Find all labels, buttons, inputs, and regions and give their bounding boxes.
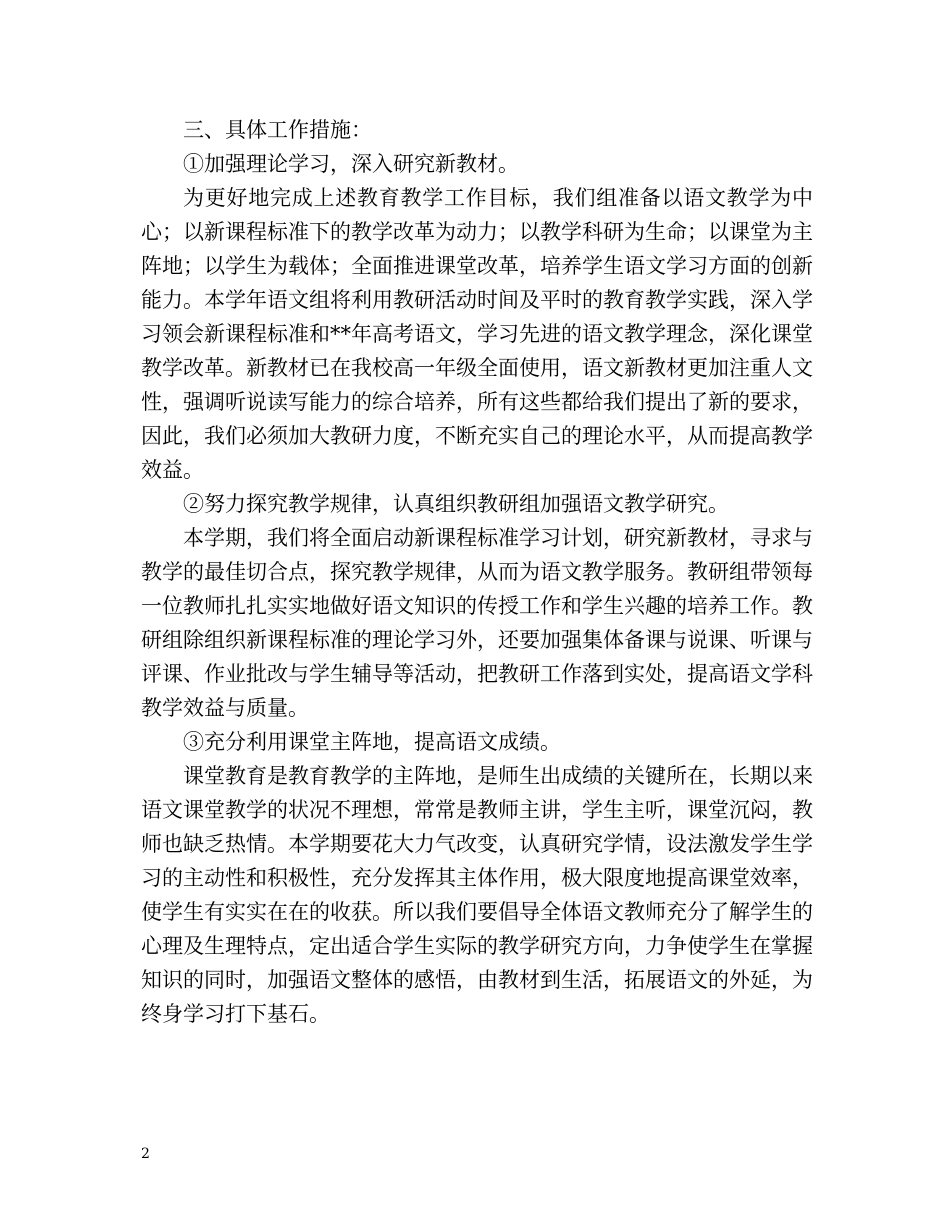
section-heading: 三、具体工作措施：: [183, 118, 372, 142]
paragraph-2: 本学期，我们将全面启动新课程标准学习计划，研究新教材，寻求与教学的最佳切合点，探究教学规律，从而为语文教学服务。教研组带领每一位教师扎扎实实地做好语文知识的传授工作和学生兴趣的培养工作。教研组除组织新课程标准的理论学习外，还要加强集体备课与说课、听课与评课、作业批改与学生辅导等活动，把教研工作落到实处，提高语文学科教学效益与质量。: [141, 526, 813, 720]
subheading-2: ②努力探究教学规律，认真组织教研组加强语文教学研究。: [183, 492, 729, 516]
subheading-3: ③充分利用课堂主阵地，提高语文成绩。: [183, 730, 561, 754]
subheading-1: ①加强理论学习，深入研究新教材。: [183, 152, 519, 176]
page-number: 2: [141, 1146, 150, 1162]
paragraph-3: 课堂教育是教育教学的主阵地，是师生出成绩的关键所在，长期以来语文课堂教学的状况不理想，常常是教师主讲，学生主听，课堂沉闷，教师也缺乏热情。本学期要花大力气改变，认真研究学情，设法激发学生学习的主动性和积极性，充分发挥其主体作用，极大限度地提高课堂效率，使学生有实实在在的收获。所以我们要倡导全体语文教师充分了解学生的心理及生理特点，定出适合学生实际的教学研究方向，力争使学生在掌握知识的同时，加强语文整体的感悟，由教材到生活，拓展语文的外延，为终身学习打下基石。: [141, 764, 813, 1026]
document-body: [141, 113, 813, 1031]
paragraph-1: 为更好地完成上述教育教学工作目标，我们组准备以语文教学为中心；以新课程标准下的教学改革为动力；以教学科研为生命；以课堂为主阵地；以学生为载体；全面推进课堂改革，培养学生语文学习方面的创新能力。本学年语文组将利用教研活动时间及平时的教育教学实践，深入学习领会新课程标准和**年高考语文，学习先进的语文教学理念，深化课堂教学改革。新教材已在我校高一年级全面使用，语文新教材更加注重人文性，强调听说读写能力的综合培养，所有这些都给我们提出了新的要求，因此，我们必须加大教研力度，不断充实自己的理论水平，从而提高教学效益。: [141, 186, 813, 482]
